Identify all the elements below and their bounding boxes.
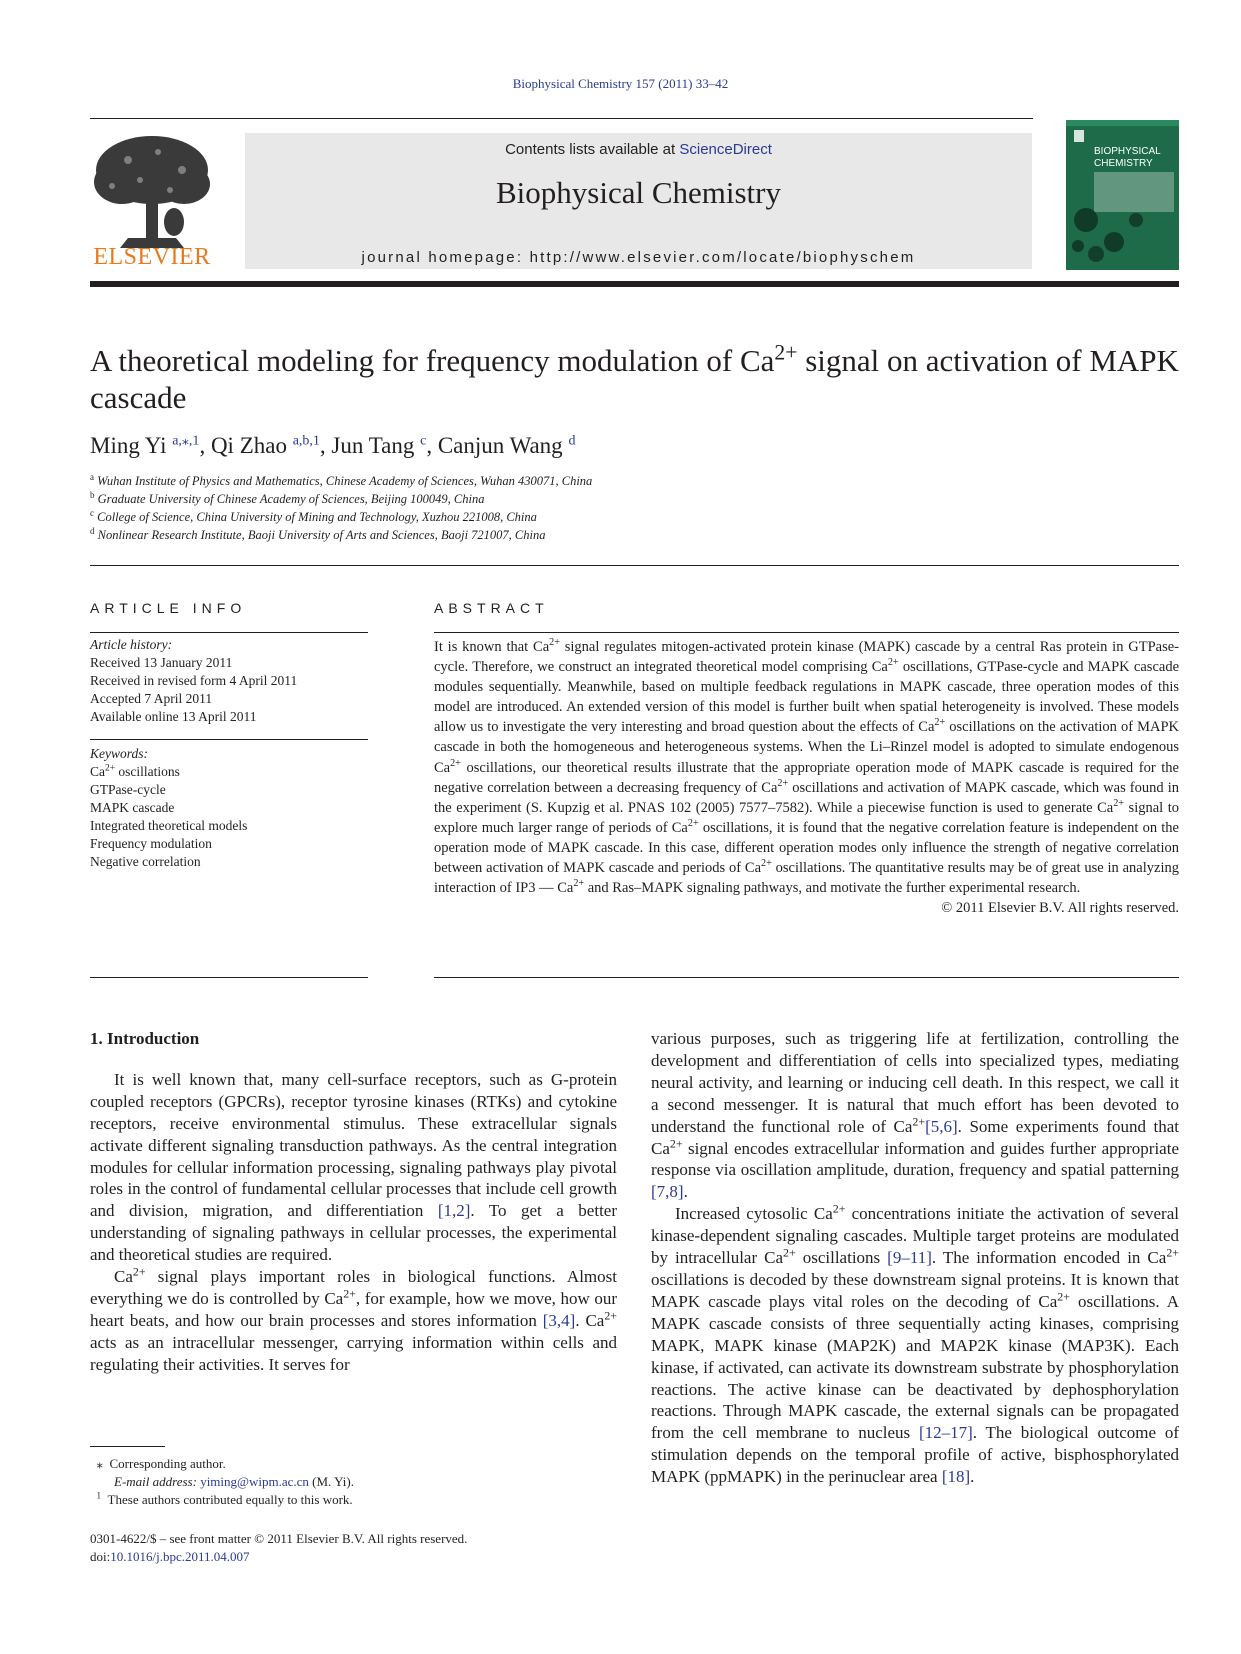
cover-spheres-icon (1066, 180, 1179, 270)
info-rule (90, 739, 368, 740)
affiliation-d (90, 525, 546, 543)
history-item: Received 13 January 2011 (90, 655, 233, 670)
citation-link[interactable]: [5,6] (925, 1116, 958, 1136)
body-column-left (90, 1028, 617, 1376)
author-list (90, 433, 575, 459)
affiliations-rule (90, 565, 1179, 566)
cover-title: BIOPHYSICAL CHEMISTRY (1094, 146, 1161, 169)
contents-line (245, 141, 1032, 158)
history-item: Available online 13 April 2011 (90, 709, 257, 724)
abstract-rule (434, 977, 1179, 978)
author-name[interactable]: Qi Zhao (210, 433, 293, 458)
email-link[interactable]: yiming@wipm.ac.cn (200, 1474, 309, 1489)
affiliation-text: Nonlinear Research Institute, Baoji University of Arts and Sciences, Baoji 721007, China (97, 528, 546, 542)
article-title (90, 342, 1179, 416)
body-paragraph: Increased cytosolic $Ca^{2+}$ concentrations initiate the activation of several kinase-dependent signaling cascades. Multiple target proteins are modulated by intracellular $Ca^{2+}$ oscillations [9–11]. The information encoded in $Ca^{2+}$ oscillations is decoded by these downstream signal proteins. It is known that MAPK cascade plays vital roles on the decoding of $Ca^{2+}$ oscillations. A MAPK cascade consists of three sequentially acting kinases, comprising MAPK, MAPK kinase (MAP2K) and MAP2K kinase (MAP3K). Each kinase, if activated, can activate its downstream substrate by phosphorylation reactions. The active kinase can be deactivated by dephosphorylation reactions. Through MAPK cascade, the external signals can be propagated from the cell membrane to nucleus [12–17]. The biological outcome of stimulation depends on the temporal profile of active, bisphosphorylated MAPK (ppMAPK) in the perinuclear area [18]. (651, 1201, 1179, 1487)
journal-reference-link[interactable]: Biophysical Chemistry 157 (2011) 33–42 (512, 76, 729, 91)
doi-line (90, 1548, 467, 1566)
front-matter (90, 1530, 467, 1566)
article-history (90, 636, 297, 726)
citation-link[interactable]: [12–17] (918, 1423, 973, 1443)
copyright-notice: © 2011 Elsevier B.V. All rights reserved. (941, 900, 1179, 917)
author-affil-sup[interactable]: c (420, 433, 427, 449)
author-separator: , (319, 433, 332, 458)
doi-prefix: doi: (90, 1549, 111, 1564)
abstract-rule (434, 632, 1179, 633)
keyword-item: Integrated theoretical models (90, 818, 248, 833)
header-top-rule (90, 118, 1033, 119)
journal-title: Biophysical Chemistry (495, 175, 781, 210)
abstract-heading: ABSTRACT (434, 600, 549, 616)
cover-top-band (1066, 120, 1179, 126)
keywords-label: Keywords: (90, 746, 148, 761)
keywords-list (90, 745, 247, 871)
issn-line: 0301-4622/$ – see front matter © 2011 Elsevier B.V. All rights reserved. (90, 1531, 468, 1546)
title-superscript: 2+ (774, 340, 798, 365)
affiliation-marker: c (90, 507, 94, 518)
body-column-right (651, 1028, 1179, 1488)
doi-link[interactable]: 10.1016/j.bpc.2011.04.007 (110, 1549, 250, 1564)
sciencedirect-link[interactable]: ScienceDirect (679, 141, 772, 158)
affiliation-c (90, 507, 537, 525)
elsevier-wordmark: ELSEVIER (93, 244, 211, 270)
keyword-item: GTPase-cycle (90, 782, 166, 797)
author-affil-sup[interactable]: a,b,1 (292, 433, 320, 449)
author-name[interactable]: Jun Tang (331, 433, 421, 458)
citation-link[interactable]: [9–11] (887, 1248, 932, 1268)
title-part-2: signal on activation of MAPK cascade (90, 343, 1179, 415)
journal-homepage-link[interactable]: journal homepage: http://www.elsevier.com/locate/biophyschem (361, 249, 916, 266)
journal-header-box (245, 133, 1032, 269)
keyword-item: MAPK cascade (90, 800, 175, 815)
citation-link[interactable]: [3,4] (542, 1310, 576, 1330)
contents-prefix: Contents lists available at (505, 141, 680, 158)
citation-link[interactable]: [7,8] (651, 1182, 684, 1202)
elsevier-logo (88, 130, 216, 274)
author-affil-sup[interactable]: d (568, 433, 576, 449)
info-rule (90, 632, 368, 633)
footnote-rule (90, 1446, 165, 1447)
footnote-email (114, 1473, 354, 1490)
history-label: Article history: (90, 637, 173, 652)
body-paragraph: various purposes, such as triggering life at fertilization, controlling the development and differentiation of cells into specialized types, mediating neural activity, and learning or inducing cell death. In this respect, we call it a second messenger. It is natural that much effort has been devoted to understand the functional role of $Ca^{2+}[5,6]$. Some experiments found that $Ca^{2+}$ signal encodes extracellular information and guides further appropriate response via oscillation amplitude, duration, frequency and spatial patterning [7,8]. (651, 1029, 1179, 1202)
affiliation-text: Graduate University of Chinese Academy of Sciences, Beijing 100049, China (97, 492, 485, 506)
footnote-equal: $^1$ These authors contributed equally to this work. (96, 1490, 353, 1507)
history-item: Accepted 7 April 2011 (90, 691, 213, 706)
author-affil-sup[interactable]: a,⁎,1 (172, 433, 200, 449)
keyword-item: Frequency modulation (90, 836, 212, 851)
abstract-text: It is known that $Ca^{2+}$ signal regulates mitogen-activated protein kinase (MAPK) cascade by a central Ras protein in GTPase-cycle. Therefore, we construct an integrated theoretical model comprising $Ca^{2+}$ oscillations, GTPase-cycle and MAPK cascade modules sequentially. Meanwhile, based on multiple feedback regulations in MAPK cascade, three operation modes of this model are introduced. An extended version of this model is further built when spatial heterogeneity is involved. These models allow us to investigate the very interesting and broad question about the effects of $Ca^{2+}$ oscillations on the activation of MAPK cascade in both the homogeneous and heterogeneous systems. When the Li–Rinzel model is adopted to simulate endogenous $Ca^{2+}$ oscillations, our theoretical results illustrate that the appropriate operation mode of MAPK cascade is required for the negative correlation between a decreasing frequency of $Ca^{2+}$ oscillations and activation of MAPK cascade, which was found in the experiment (S. Kupzig et al. PNAS 102 (2005) 7577–7582). While a piecewise function is used to generate $Ca^{2+}$ signal to explore much larger range of periods of $Ca^{2+}$ oscillations, it is found that the negative correlation feature is independent on the operation mode of MAPK cascade. In this case, different operation modes only influence the strength of negative correlation between activation of MAPK cascade and periods of $Ca^{2+}$ oscillations. The quantitative results may be of great use in analyzing interaction of IP3 — $Ca^{2+}$ and Ras–MAPK signaling pathways, and motivate the further experimental research. © 2011 Elsevier B.V. All rights reserved. (434, 637, 1179, 918)
body-paragraph: $Ca^{2+}$ signal plays important roles in biological functions. Almost everything we do is controlled by $Ca^{2+}$, for example, how we move, how our heart beats, and how our brain processes and stores information [3,4]. $Ca^{2+}$ acts as an intracellular messenger, carrying information within cells and regulating their activities. It serves for (90, 1264, 617, 1374)
footnote-text: Corresponding author. (109, 1456, 226, 1471)
affiliation-marker: a (90, 471, 94, 482)
cover-logo-mark (1074, 130, 1084, 142)
info-rule (90, 977, 368, 978)
author-name[interactable]: Canjun Wang (437, 433, 569, 458)
footnote-corresponding: ⁎ Corresponding author. (90, 1456, 226, 1471)
citation-link[interactable]: [1,2] (437, 1201, 471, 1221)
citation-link[interactable]: [18] (941, 1467, 971, 1487)
section-heading: 1. Introduction (90, 1029, 200, 1048)
affiliation-a (90, 471, 593, 489)
affiliation-marker: b (90, 489, 95, 500)
email-label: E-mail address: (114, 1474, 201, 1489)
affiliation-b (90, 489, 485, 507)
article-info-heading: ARTICLE INFO (90, 600, 247, 616)
email-suffix: (M. Yi). (308, 1474, 354, 1489)
body-paragraph: It is well known that, many cell-surface receptors, such as G-protein coupled receptors (GPCRs), receptor tyrosine kinases (RTKs) and cytokine receptors, receive environmental stimulus. These extracellular signals activate different signaling transduction pathways. As the central integration modules for cellular information processing, signaling pathways play pivotal roles in the control of fundamental cellular processes that include cell growth and division, migration, and differentiation [1,2]. To get a better understanding of signaling pathways in cellular processes, the experimental and theoretical studies are required. (90, 1069, 617, 1265)
title-part-1: A theoretical modeling for frequency modulation of Ca (90, 343, 775, 378)
keyword-item: $Ca^{2+}$ oscillations (90, 763, 180, 779)
footnote-text: These authors contributed equally to this work. (107, 1492, 353, 1507)
header-thick-rule (90, 281, 1179, 287)
author-name[interactable]: Ming Yi (90, 433, 173, 458)
affiliation-marker: d (90, 525, 95, 536)
affiliation-text: Wuhan Institute of Physics and Mathematics, Chinese Academy of Sciences, Wuhan 430071, China (97, 474, 593, 488)
history-item: Received in revised form 4 April 2011 (90, 673, 298, 688)
affiliation-text: College of Science, China University of Mining and Technology, Xuzhou 221008, China (97, 510, 537, 524)
keyword-item: Negative correlation (90, 854, 201, 869)
author-separator: , (199, 433, 211, 458)
journal-cover-image (1066, 120, 1179, 270)
author-separator: , (426, 433, 438, 458)
